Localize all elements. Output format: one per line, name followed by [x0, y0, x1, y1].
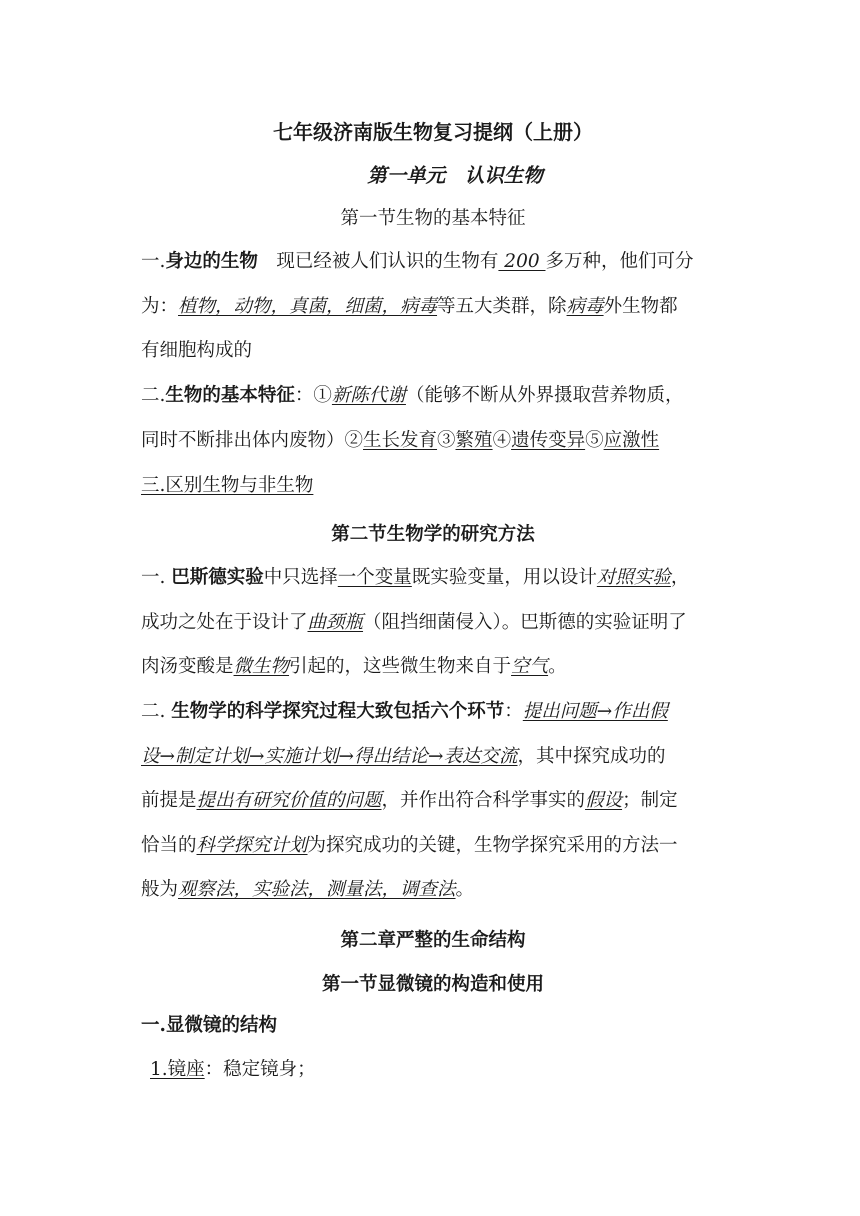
section-heading-1: 第一节生物的基本特征 — [340, 208, 526, 229]
fill-in-answer: 植物，动物，真菌，细菌，病毒 — [178, 295, 438, 317]
text-run: 。 — [455, 879, 475, 900]
text-run: 为探究成功的关键，生物学探究采用的方法一 — [307, 834, 678, 856]
fill-in-answer: 一个变量 — [337, 567, 412, 588]
document-title: 七年级济南版生物复习提纲（上册） — [273, 120, 593, 144]
item-heading: 身边的生物 — [165, 251, 258, 272]
text-run: 般为 — [141, 879, 179, 900]
item-number: 二. — [141, 385, 166, 406]
fill-in-answer: 提出有研究价值的问题 — [196, 790, 382, 811]
paragraph-line — [141, 601, 731, 646]
unit-title: 第一单元 认识生物 — [367, 164, 543, 187]
paragraph-line — [150, 1048, 740, 1093]
text-run: 既实验变量，用以设计 — [411, 567, 597, 588]
paragraph-living-vs-nonliving — [141, 464, 731, 509]
paragraph-line — [141, 374, 731, 419]
text-run: 现已经被人们认识的生物有 — [257, 251, 499, 272]
fill-in-answer: 生长发育 — [363, 429, 438, 451]
text-run: 。 — [548, 656, 567, 677]
text-run: （能够不断从外界摄取营养物质， — [405, 385, 684, 406]
item-number: 一. — [141, 1015, 166, 1036]
underlined-item: 三.区别生物与非生物 — [141, 475, 314, 496]
section-heading-3: 第一节显微镜的构造和使用 — [321, 974, 544, 995]
fill-in-answer: 应激性 — [603, 429, 660, 451]
fill-in-answer: 假设 — [585, 790, 623, 811]
fill-in-answer: 新陈代谢 — [331, 385, 406, 406]
paragraph-line — [141, 735, 731, 780]
fill-in-answer: 观察法，实验法，测量法，调查法 — [178, 879, 456, 900]
paragraph-scientific-inquiry — [141, 690, 731, 913]
fill-in-answer: 200 — [498, 251, 546, 272]
paragraph-microscope-base — [150, 1048, 740, 1093]
text-run: ⑤ — [585, 429, 604, 451]
chapter-heading-2: 第二章严整的生命结构 — [340, 930, 526, 951]
item-heading: 生物学的科学探究过程大致包括六个环节 — [171, 701, 505, 722]
paragraph-line — [141, 645, 731, 690]
text-run: 外生物都 — [603, 295, 678, 317]
paragraph-line — [141, 556, 731, 601]
paragraph-line — [141, 419, 731, 464]
text-run: 肉汤变酸是 — [141, 656, 234, 677]
paragraph-line — [141, 329, 731, 374]
text-run: 中只选择 — [263, 567, 338, 588]
text-run: 同时不断排出体内废物）② — [141, 429, 364, 451]
item-heading: 显微镜的结构 — [165, 1015, 277, 1036]
fill-in-answer: 对照实验 — [596, 567, 671, 588]
text-run: 多万种，他们可分 — [545, 251, 694, 272]
text-run: ：① — [294, 385, 332, 406]
fill-in-answer: 空气 — [511, 656, 549, 677]
text-run: ，并作出符合科学事实的 — [381, 790, 586, 811]
text-run: ，其中探究成功的 — [517, 745, 666, 767]
fill-in-answer: 设→制定计划→实施计划→得出结论→表达交流 — [141, 745, 518, 767]
item-heading: 生物的基本特征 — [165, 385, 295, 406]
section-heading-2: 第二节生物学的研究方法 — [331, 524, 535, 545]
text-run: 有细胞构成的 — [141, 340, 253, 361]
text-run: 等五大类群，除 — [437, 295, 567, 317]
item-number: 一. — [141, 251, 166, 272]
text-run: ③ — [437, 429, 456, 451]
text-run: 成功之处在于设计了 — [141, 611, 308, 633]
fill-in-answer: 1.镜座 — [150, 1059, 205, 1080]
text-run: （阻挡细菌侵入）。巴斯德的实验证明了 — [363, 611, 687, 633]
text-run: 引起的，这些微生物来自于 — [289, 656, 512, 677]
item-number: 二. — [141, 701, 172, 722]
paragraph-pasteur-experiment — [141, 556, 731, 690]
paragraph-line — [141, 824, 731, 869]
text-run: ：稳定镜身； — [204, 1059, 316, 1080]
paragraph-line — [141, 690, 731, 735]
paragraph-line — [141, 285, 731, 330]
paragraph-line — [141, 240, 731, 285]
text-run: 前提是 — [141, 790, 197, 811]
paragraph-line — [141, 779, 731, 824]
fill-in-answer: 曲颈瓶 — [307, 611, 364, 633]
text-run: 恰当的 — [141, 834, 197, 856]
fill-in-answer: 提出问题→作出假 — [522, 701, 668, 722]
fill-in-answer: 繁殖 — [455, 429, 493, 451]
paragraph-line — [141, 868, 731, 913]
paragraph-basic-features — [141, 374, 731, 463]
text-run: 为： — [141, 295, 179, 317]
item-number: 一. — [141, 567, 172, 588]
text-run: ④ — [492, 429, 512, 451]
text-run: ；制定 — [622, 790, 678, 811]
paragraph-line — [141, 1004, 731, 1049]
item-heading: 巴斯德实验 — [171, 567, 264, 588]
text-run: ： — [504, 701, 523, 722]
fill-in-answer: 科学探究计划 — [196, 834, 308, 856]
fill-in-answer: 微生物 — [233, 656, 290, 677]
paragraph-microscope-structure — [141, 1004, 731, 1049]
paragraph-living-things — [141, 240, 731, 374]
fill-in-answer: 遗传变异 — [511, 429, 586, 451]
text-run: ， — [670, 567, 690, 588]
fill-in-answer: 病毒 — [566, 295, 604, 317]
